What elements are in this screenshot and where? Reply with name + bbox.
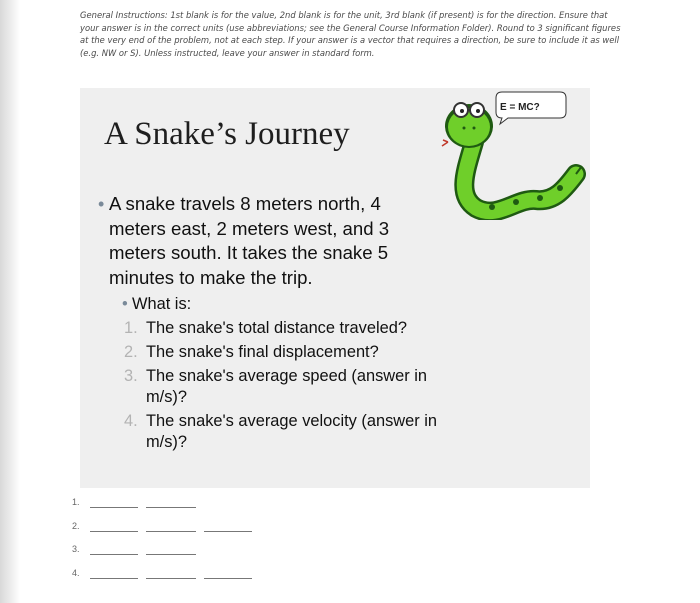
answer-blank-value[interactable]	[90, 554, 138, 555]
answer-number: 2.	[72, 521, 80, 531]
question-number: 1.	[124, 319, 138, 337]
answer-blank-unit[interactable]	[146, 507, 196, 508]
question-text: The snake's final displacement?	[146, 343, 379, 361]
answer-blank-unit[interactable]	[146, 531, 196, 532]
answer-blank-unit[interactable]	[146, 554, 196, 555]
answer-number: 1.	[72, 497, 80, 507]
question-text: The snake's total distance traveled?	[146, 319, 407, 337]
question-item	[124, 366, 454, 408]
answer-blank-unit[interactable]	[146, 578, 196, 579]
answer-blank-direction[interactable]	[204, 578, 252, 579]
question-item	[124, 342, 454, 363]
general-instructions: General Instructions: 1st blank is for the value, 2nd blank is for the unit, 3rd blank (if present) is for the direction. Ensure that your answer is in the correct units (use abbreviations; see the General Course Information Folder). Round to 3 significant figures at the very end of the problem, not at each step. If your answer is a vector that requires a direction, be sure to include it as well (e.g. NW or S). Unless instructed, leave your answer in standard form.	[80, 10, 621, 58]
bullet-dot-icon: •	[98, 194, 105, 214]
question-list	[124, 318, 454, 456]
speech-bubble-text: E = MC?	[500, 102, 540, 113]
answer-row-3	[68, 544, 268, 556]
answer-blank-value[interactable]	[90, 578, 138, 579]
answer-row-2	[68, 521, 268, 533]
sub-bullet	[122, 294, 462, 315]
answer-number: 4.	[72, 568, 80, 578]
question-item	[124, 411, 454, 453]
question-number: 2.	[124, 343, 138, 361]
sub-bullet-text: What is:	[132, 295, 192, 313]
answer-blank-value[interactable]	[90, 507, 138, 508]
problem-statement	[98, 192, 420, 290]
answer-blank-value[interactable]	[90, 531, 138, 532]
question-number: 3.	[124, 367, 138, 385]
question-text: The snake's average speed (answer in m/s)?	[146, 367, 428, 406]
answer-row-4	[68, 568, 268, 580]
sub-bullet-dot-icon: •	[122, 295, 128, 313]
answer-blank-direction[interactable]	[204, 531, 252, 532]
answer-row-1	[68, 497, 268, 509]
page-edge-shadow	[0, 0, 20, 603]
question-item	[124, 318, 454, 339]
slide-title: A Snake’s Journey	[104, 116, 350, 152]
question-text: The snake's average velocity (answer in m/s)?	[146, 412, 438, 451]
question-number: 4.	[124, 412, 138, 430]
answer-number: 3.	[72, 544, 80, 554]
problem-text: A snake travels 8 meters north, 4 meters east, 2 meters west, and 3 meters south. It takes the snake 5 minutes to make the trip.	[109, 193, 390, 288]
